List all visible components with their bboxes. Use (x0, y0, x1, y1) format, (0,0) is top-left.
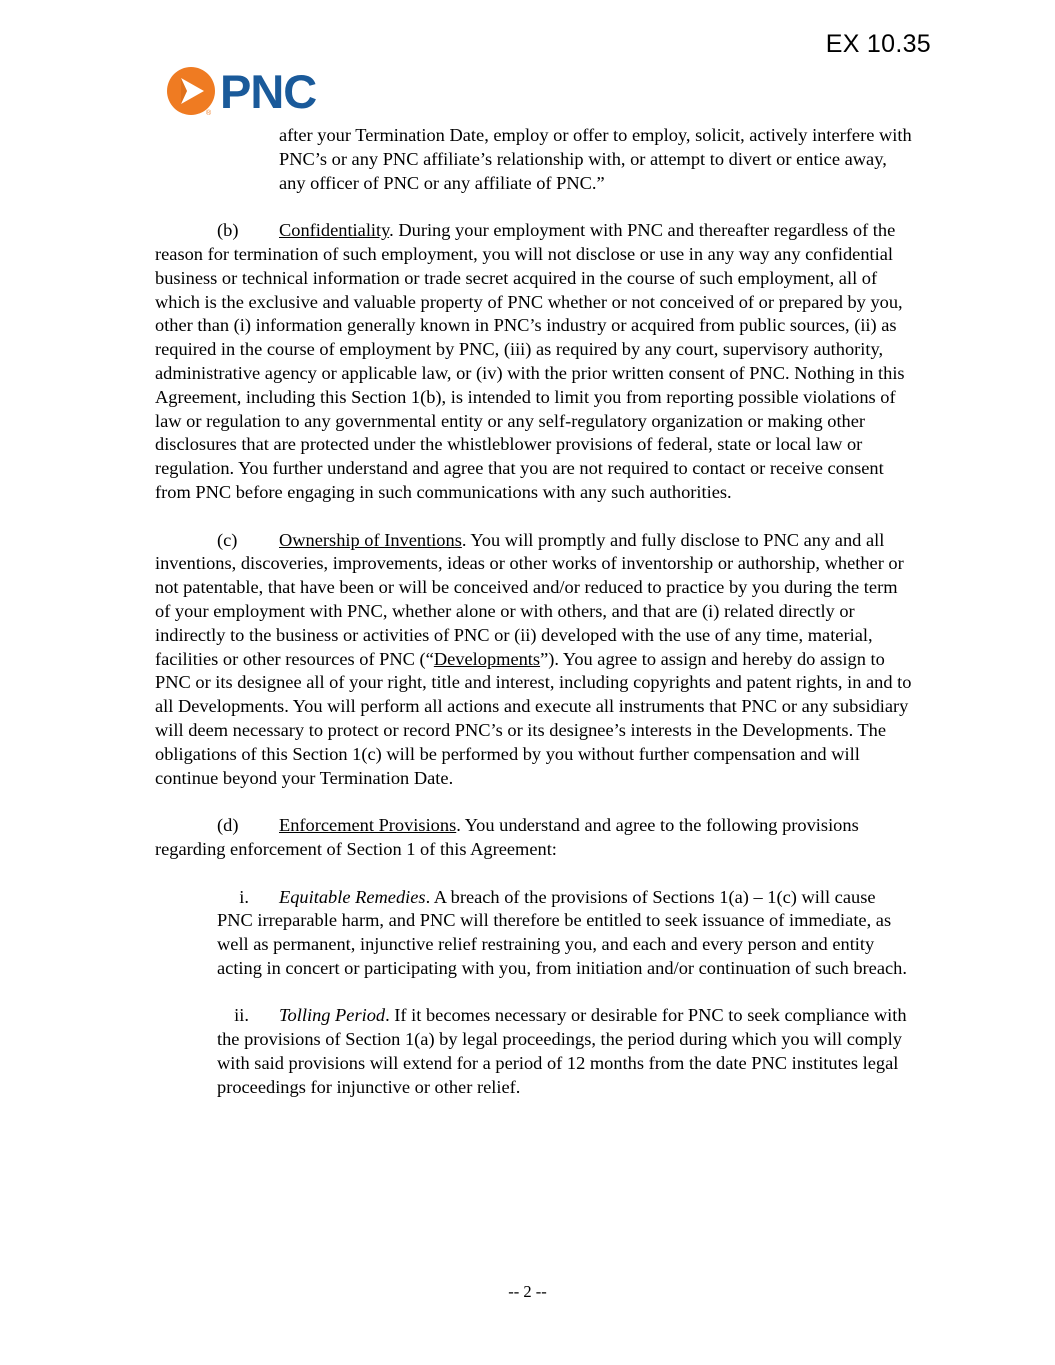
section-label: (b) (217, 220, 239, 241)
subsection-i (217, 886, 915, 981)
defined-term: Developments (433, 648, 541, 669)
exhibit-number: EX 10.35 (825, 30, 931, 58)
section-text: ”). You agree to assign and hereby do assign to PNC or its designee all of your right, title and interest, including copyrights and patent rights, in and to all Developments. You will perform all actions and execute all instruments that PNC or any subsidiary will deem necessary to protect or record PNC’s or its designee’s interests in the Developments. The obligations of this Section 1(c) will be performed by you without further compensation and will continue beyond your Termination Date. (155, 648, 912, 788)
section-label: (d) (217, 815, 239, 836)
pnc-logo (166, 66, 316, 116)
section-title: Confidentiality (279, 220, 390, 241)
section-label: (c) (217, 529, 238, 550)
section-b (155, 219, 915, 505)
subsection-title: Tolling Period (279, 1005, 386, 1026)
subsection-text: . A breach of the provisions of Sections 1(a) – 1(c) will cause PNC irreparable harm, and PNC will therefore be entitled to seek issuance of immediate, as well as permanent, injunctive relief restraining you, and each and every person and entity acting in concert or participating with you, from initiation and/or continuation of such breach. (217, 886, 907, 978)
section-text: . You will promptly and fully disclose to PNC any and all inventions, discoveries, improvements, ideas or other works of inventorship or authorship, whether or not patentable, that have been or will be conceived and/or reduced to practice by you during the term of your employment with PNC, whether alone or with others, and that are (i) related directly or indirectly to the business or activities of PNC or (ii) developed with the use of any time, material, facilities or other resources of PNC (“ (155, 529, 904, 669)
document-body (155, 124, 915, 1100)
pnc-logo-mark-icon (166, 66, 216, 116)
subsection-label: ii. (234, 1005, 249, 1026)
section-text: . During your employment with PNC and thereafter regardless of the reason for termination of such employment, you will not disclose or use in any way any confidential business or technical information or trade secret acquired in the course of such employment, all of which is the exclusive and valuable property of PNC whether or not conceived of or prepared by you, other than (i) information generally known in PNC’s industry or acquired from public sources, (ii) as required in the course of employment by PNC, (iii) as required by any court, supervisory authority, administrative agency or applicable law, or (iv) with the prior written consent of PNC. Nothing in this Agreement, including this Section 1(b), is intended to limit you from reporting possible violations of law or regulation to any governmental entity or any self-regulatory organization or making other disclosures that are protected under the whistleblower provisions of federal, state or local law or regulation. You further understand and agree that you are not required to contact or receive consent from PNC before engaging in such communications with any such authorities. (155, 220, 905, 502)
subsection-title: Equitable Remedies (279, 886, 426, 907)
subsection-ii (217, 1004, 915, 1099)
logo-registered-mark: ® (206, 110, 212, 117)
section-text: . You understand and agree to the following provisions regarding enforcement of Section 1 of this Agreement: (155, 815, 859, 859)
page-number: -- 2 -- (508, 1282, 547, 1301)
section-d (155, 814, 915, 862)
section-title: Enforcement Provisions (279, 815, 457, 836)
subsection-label: i. (239, 886, 249, 907)
section-c (155, 529, 915, 791)
subsection-text: . If it becomes necessary or desirable for PNC to seek compliance with the provisions of Section 1(a) by legal proceedings, the period during which you will comply with said provisions will extend for a period of 12 months from the date PNC institutes legal proceedings for injunctive or other relief. (217, 1005, 907, 1097)
section-title: Ownership of Inventions (279, 529, 462, 550)
continuation-paragraph: after your Termination Date, employ or offer to employ, solicit, actively interfere with PNC’s or any PNC affiliate’s relationship with, or attempt to divert or entice away, any officer of PNC or any affiliate of PNC.” (279, 125, 912, 193)
logo-wordmark: PNC (220, 64, 317, 118)
